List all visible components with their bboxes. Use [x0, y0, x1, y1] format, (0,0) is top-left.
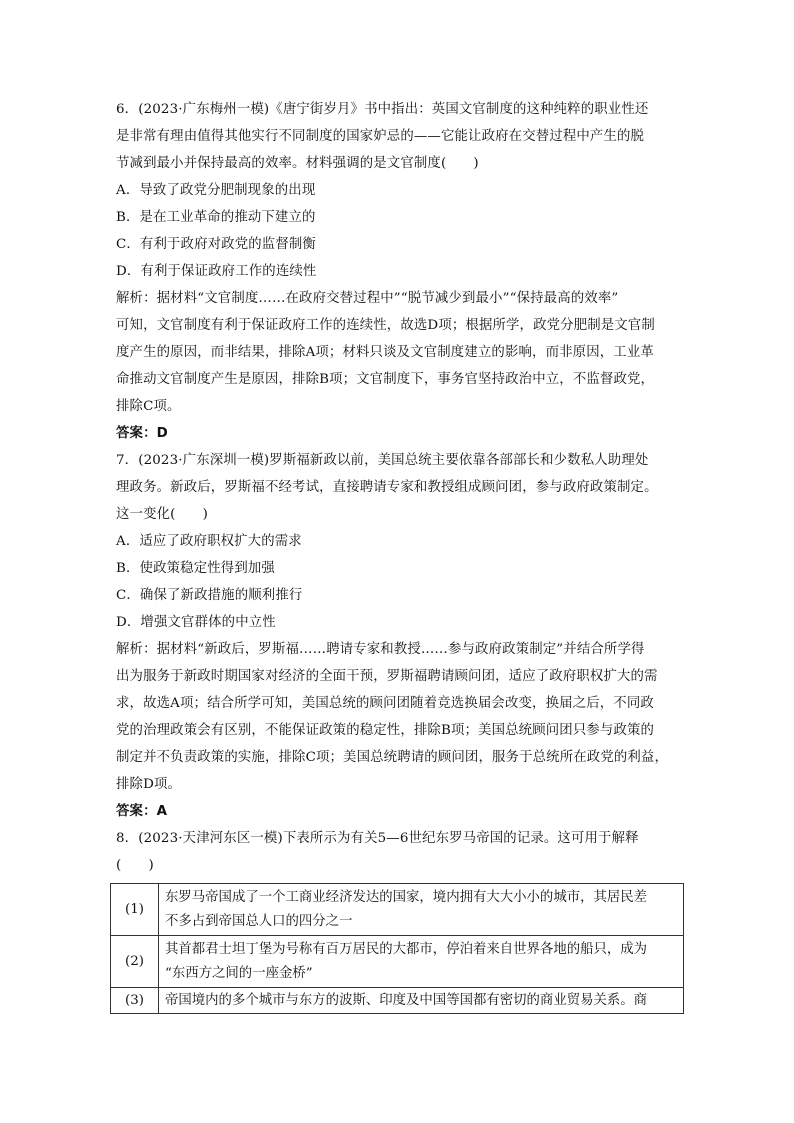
cell-line: “东西方之间的一座金桥”: [165, 965, 313, 981]
question-7: [116, 447, 686, 825]
cell-line: 东罗马帝国成了一个工商业经济发达的国家，境内拥有大大小小的城市，其居民差: [165, 889, 648, 905]
analysis-line: 命推动文官制度产生是原因，排除B项；文官制度下，事务官坚持政治中立，不监督政党，: [116, 372, 655, 387]
table-row: [111, 884, 684, 936]
analysis-line: 解析：据材料“新政后，罗斯福……聘请专家和教授……参与政府政策制定”并结合所学得: [116, 642, 645, 657]
question-stem-line: 7．(2023·广东深圳一模)罗斯福新政以前，美国总统主要依靠各部部长和少数私人助理处: [116, 453, 649, 468]
option-a: A．导致了政党分肥制现象的出现: [116, 183, 316, 198]
question-stem-line: 6．(2023·广东梅州一模)《唐宁街岁月》书中指出：英国文官制度的这种纯粹的职业性还: [116, 102, 649, 117]
option-c: C．确保了新政措施的顺利推行: [116, 588, 303, 603]
document-body: [116, 96, 686, 879]
table-row: [111, 988, 684, 1014]
row-number: (2): [111, 936, 159, 988]
answer-line: 答案：D: [116, 426, 168, 441]
row-number: (3): [111, 988, 159, 1014]
option-b: B．使政策稳定性得到加强: [116, 561, 275, 576]
records-table: [110, 883, 684, 1014]
cell-line: 帝国境内的多个城市与东方的波斯、印度及中国等国都有密切的商业贸易关系。商: [165, 992, 648, 1008]
question-stem-line: 8．(2023·天津河东区一模)下表所示为有关5—6世纪东罗马帝国的记录。这可用于解释: [116, 831, 639, 846]
option-c: C．有利于政府对政党的监督制衡: [116, 237, 316, 252]
analysis-line: 求，故选A项；结合所学可知，美国总统的顾问团随着竞选换届会改变，换届之后，不同政: [116, 696, 654, 711]
row-content: [159, 936, 684, 988]
cell-line: 不多占到帝国总人口的四分之一: [165, 913, 353, 929]
option-d: D．增强文官群体的中立性: [116, 615, 276, 630]
question-stem-line: 理政务。新政后，罗斯福不经考试，直接聘请专家和教授组成顾问团，参与政府政策制定。: [116, 480, 658, 495]
question-stem-line: 节减到最小并保持最高的效率。材料强调的是文官制度( ): [116, 156, 479, 171]
analysis-line: 解析：据材料“文官制度……在政府交替过程中”“脱节减少到最小”“保持最高的效率”: [116, 291, 619, 306]
question-stem-line: 是非常有理由值得其他实行不同制度的国家妒忌的——它能让政府在交替过程中产生的脱: [116, 129, 645, 144]
analysis-line: 排除C项。: [116, 399, 181, 414]
analysis-line: 制定并不负责政策的实施，排除C项；美国总统聘请的顾问团，服务于总统所在政党的利益，: [116, 750, 669, 765]
analysis-line: 出为服务于新政时期国家对经济的全面干预，罗斯福聘请顾问团，适应了政府职权扩大的需: [116, 669, 658, 684]
option-a: A．适应了政府职权扩大的需求: [116, 534, 302, 549]
row-number: (1): [111, 884, 159, 936]
option-d: D．有利于保证政府工作的连续性: [116, 264, 317, 279]
analysis-line: 度产生的原因，而非结果，排除A项；材料只谈及文官制度建立的影响，而非原因，工业革: [116, 345, 654, 360]
question-stem-line: ( ): [116, 858, 154, 873]
question-8: [116, 825, 686, 879]
analysis-line: 排除D项。: [116, 777, 182, 792]
question-stem-line: 这一变化( ): [116, 507, 208, 522]
analysis-line: 党的治理政策会有区别，不能保证政策的稳定性，排除B项；美国总统顾问团只参与政策的: [116, 723, 655, 738]
row-content: [159, 988, 684, 1014]
analysis-line: 可知，文官制度有利于保证政府工作的连续性，故选D项；根据所学，政党分肥制是文官制: [116, 318, 655, 333]
table-row: [111, 936, 684, 988]
row-content: [159, 884, 684, 936]
cell-line: 其首都君士坦丁堡为号称有百万居民的大都市，停泊着来自世界各地的船只，成为: [165, 941, 648, 957]
answer-line: 答案：A: [116, 804, 168, 819]
question-6: [116, 96, 686, 447]
option-b: B．是在工业革命的推动下建立的: [116, 210, 316, 225]
